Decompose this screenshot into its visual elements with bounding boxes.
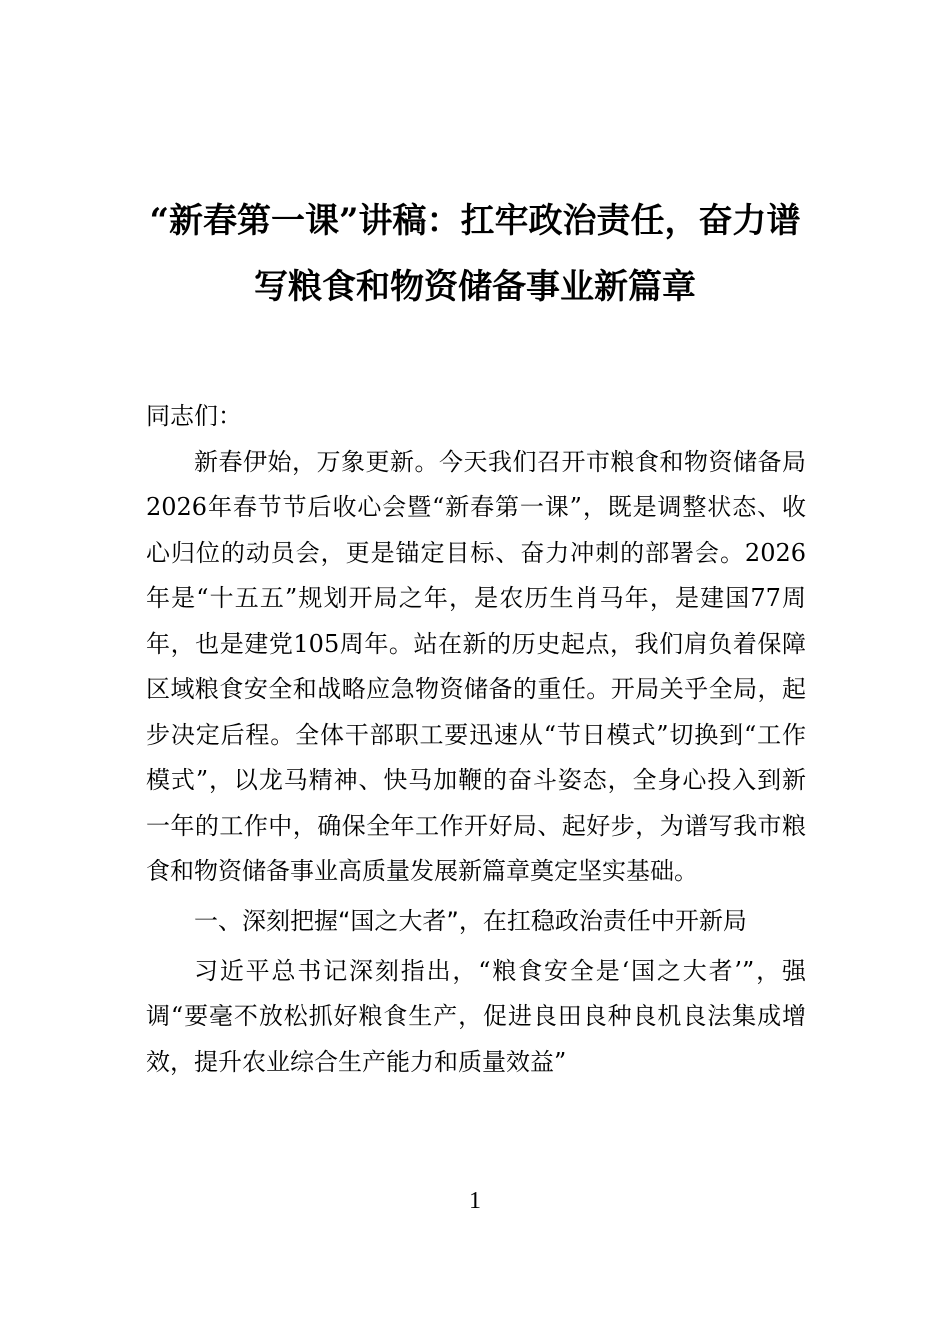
intro-paragraph: 新春伊始，万象更新。今天我们召开市粮食和物资储备局2026年春节节后收心会暨“新春第一课”，既是调整状态、收心归位的动员会，更是锚定目标、奋力冲刺的部署会。2026年是“十五五”规划开局之年，是农历生肖马年，是建国77周年，也是建党105周年。站在新的历史起点，我们肩负着保障区域粮食安全和战略应急物资储备的重任。开局关乎全局，起步决定后程。全体干部职工要迅速从“节日模式”切换到“工作模式”，以龙马精神、快马加鞭的奋斗姿态，全身心投入到新一年的工作中，确保全年工作开好局、起好步，为谱写我市粮食和物资储备事业高质量发展新篇章奠定坚实基础。 xyxy=(146,447,806,885)
body-paragraph: 习近平总书记深刻指出，“粮食安全是‘国之大者’”，强调“要毫不放松抓好粮食生产，促进良田良种良机良法集成增效，提升农业综合生产能力和质量效益” xyxy=(146,956,806,1076)
document-title: “新春第一课”讲稿：扛牢政治责任，奋力谱写粮食和物资储备事业新篇章 xyxy=(149,201,801,307)
page-number: 1 xyxy=(469,1188,481,1214)
salutation: 同志们： xyxy=(146,402,242,430)
document-body xyxy=(146,394,806,1085)
section-heading: 一、深刻把握“国之大者”，在扛稳政治责任中开新局 xyxy=(194,906,747,935)
